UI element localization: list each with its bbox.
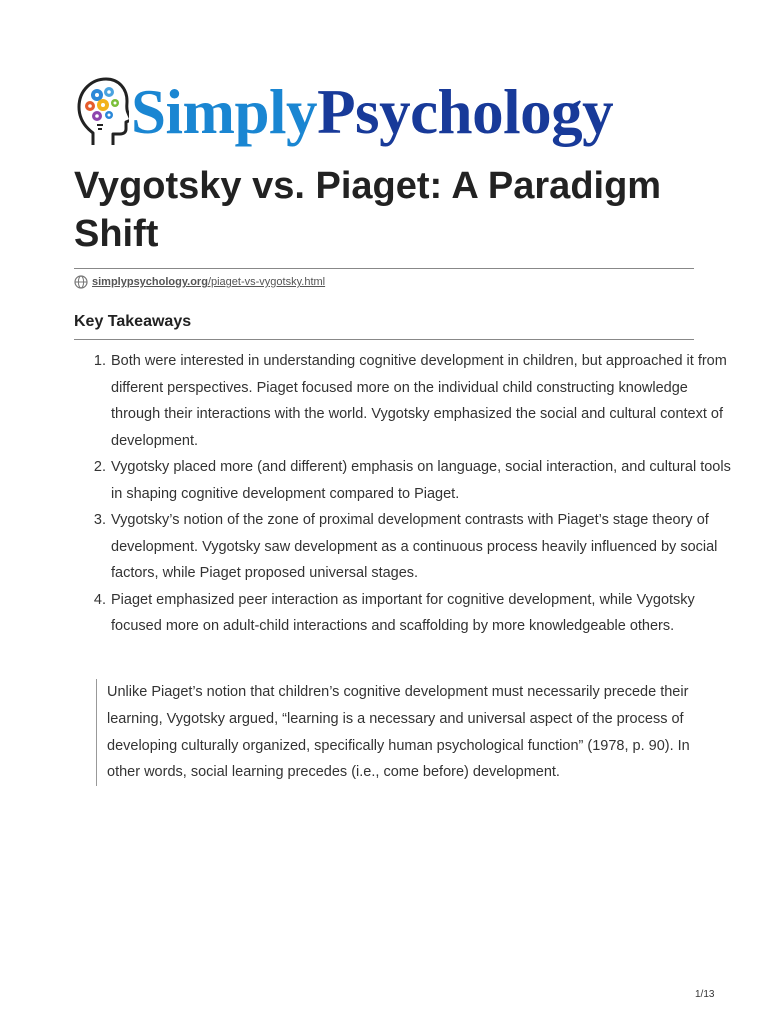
key-takeaways-heading: Key Takeaways [74,313,192,330]
list-item: 2. Vygotsky placed more (and different) emphasis on language, social interaction, and cultural tools in shaping cognitive development compared to Piaget. [110,454,740,507]
block-quote: Unlike Piaget’s notion that children’s cognitive development must necessarily precede their learning, Vygotsky argued, “learning is a necessary and universal aspect of the process of developing culturally organized, specifically human psychological function” (1978, p. 90). In other words, social learning precedes (i.e., come before) development. [96,679,707,786]
key-takeaways-list [74,348,740,640]
logo-word-psychology: Psychology [317,76,614,147]
source-url-link[interactable] [92,276,325,288]
head-with-gears-icon [73,75,129,149]
globe-icon [74,275,88,289]
source-link-row [74,273,325,291]
logo-word-simply: Simply [131,76,318,147]
page-number: 1/13 [695,989,715,1000]
source-path: /piaget-vs-vygotsky.html [207,276,326,288]
key-takeaways-divider [74,339,694,340]
title-divider [74,268,694,269]
list-item: 4. Piaget emphasized peer interaction as important for cognitive development, while Vygotsky focused more on adult-child interactions and scaffolding by more knowledgeable others. [110,587,740,640]
list-item: 3. Vygotsky’s notion of the zone of proximal development contrasts with Piaget’s stage theory of development. Vygotsky saw development as a continuous process heavily influenced by social factors, while Piaget proposed universal stages. [110,507,740,587]
source-domain: simplypsychology.org [92,276,208,288]
logo-wordmark [131,76,614,147]
site-logo [73,70,693,154]
page-title: Vygotsky vs. Piaget: A Paradigm Shift [74,165,662,255]
list-item: 1. Both were interested in understanding cognitive development in children, but approached it from different perspectives. Piaget focused more on the individual child constructing knowledge through their interactions with the world. Vygotsky emphasized the social and cultural context of development. [110,348,740,454]
